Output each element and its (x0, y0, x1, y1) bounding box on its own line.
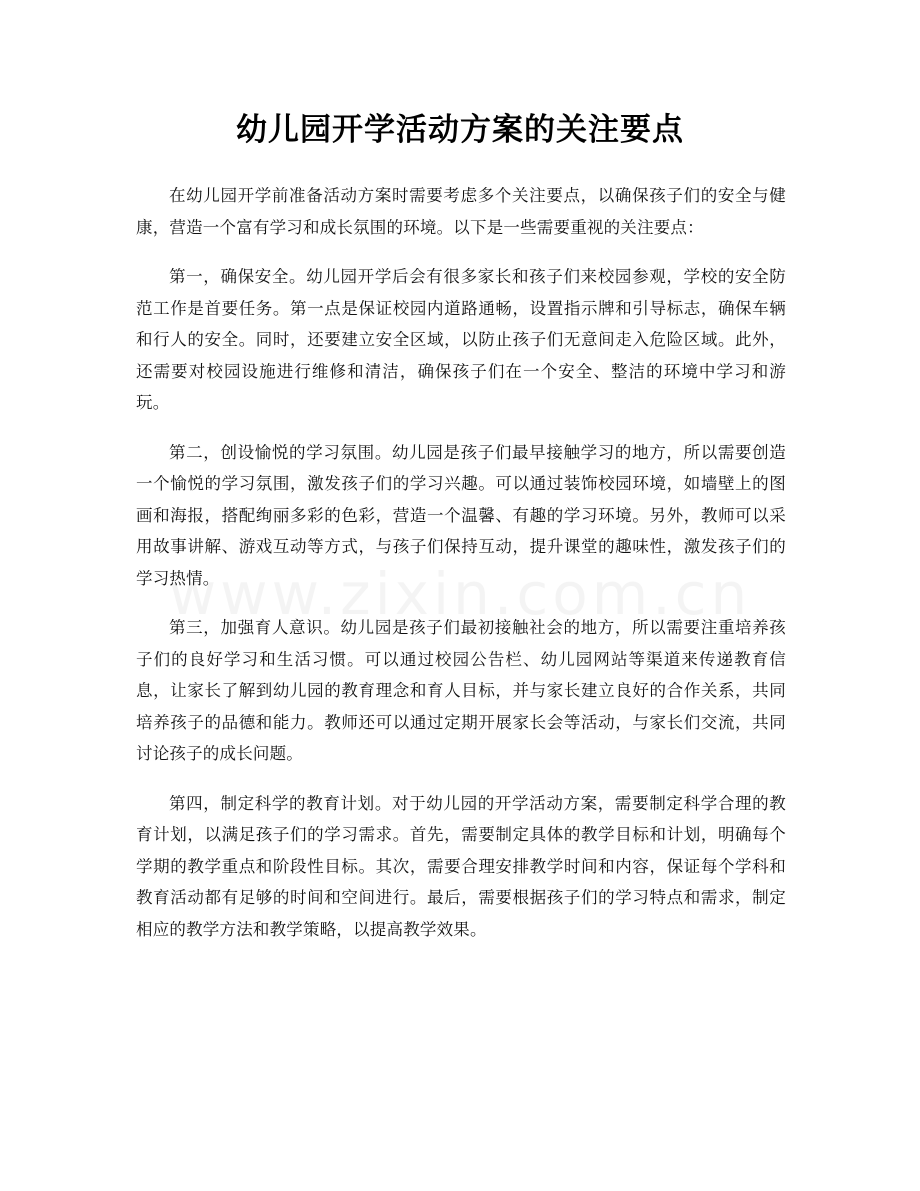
document-body (136, 180, 786, 963)
document-title: 幼儿园开学活动方案的关注要点 (236, 112, 684, 148)
paragraph-safety: 第一，确保安全。幼儿园开学后会有很多家长和孩子们来校园参观，学校的安全防范工作是首要任务。第一点是保证校园内道路通畅，设置指示牌和引导标志，确保车辆和行人的安全。同时，还要建立安全区域，以防止孩子们无意间走入危险区域。此外，还需要对校园设施进行维修和清洁，确保孩子们在一个安全、整洁的环境中学习和游玩。 (136, 267, 786, 412)
paragraph-atmosphere: 第二，创设愉悦的学习氛围。幼儿园是孩子们最早接触学习的地方，所以需要创造一个愉悦的学习氛围，激发孩子们的学习兴趣。可以通过装饰校园环境，如墙壁上的图画和海报，搭配绚丽多彩的色彩，营造一个温馨、有趣的学习环境。另外，教师可以采用故事讲解、游戏互动等方式，与孩子们保持互动，提升课堂的趣味性，激发孩子们的学习热情。 (136, 442, 786, 588)
paragraph-education-plan: 第四，制定科学的教育计划。对于幼儿园的开学活动方案，需要制定科学合理的教育计划，以满足孩子们的学习需求。首先，需要制定具体的教学目标和计划，明确每个学期的教学重点和阶段性目标。其次，需要合理安排教学时间和内容，保证每个学科和教育活动都有足够的时间和空间进行。最后，需要根据孩子们的学习特点和需求，制定相应的教学方法和教学策略，以提高教学效果。 (136, 793, 786, 939)
paragraph-intro: 在幼儿园开学前准备活动方案时需要考虑多个关注要点，以确保孩子们的安全与健康，营造一个富有学习和成长氛围的环境。以下是一些需要重视的关注要点： (136, 186, 786, 237)
paragraph-education-awareness: 第三，加强育人意识。幼儿园是孩子们最初接触社会的地方，所以需要注重培养孩子们的良好学习和生活习惯。可以通过校园公告栏、幼儿园网站等渠道来传递教育信息，让家长了解到幼儿园的教育理念和育人目标，并与家长建立良好的合作关系，共同培养孩子的品德和能力。教师还可以通过定期开展家长会等活动，与家长们交流，共同讨论孩子的成长问题。 (136, 618, 786, 763)
